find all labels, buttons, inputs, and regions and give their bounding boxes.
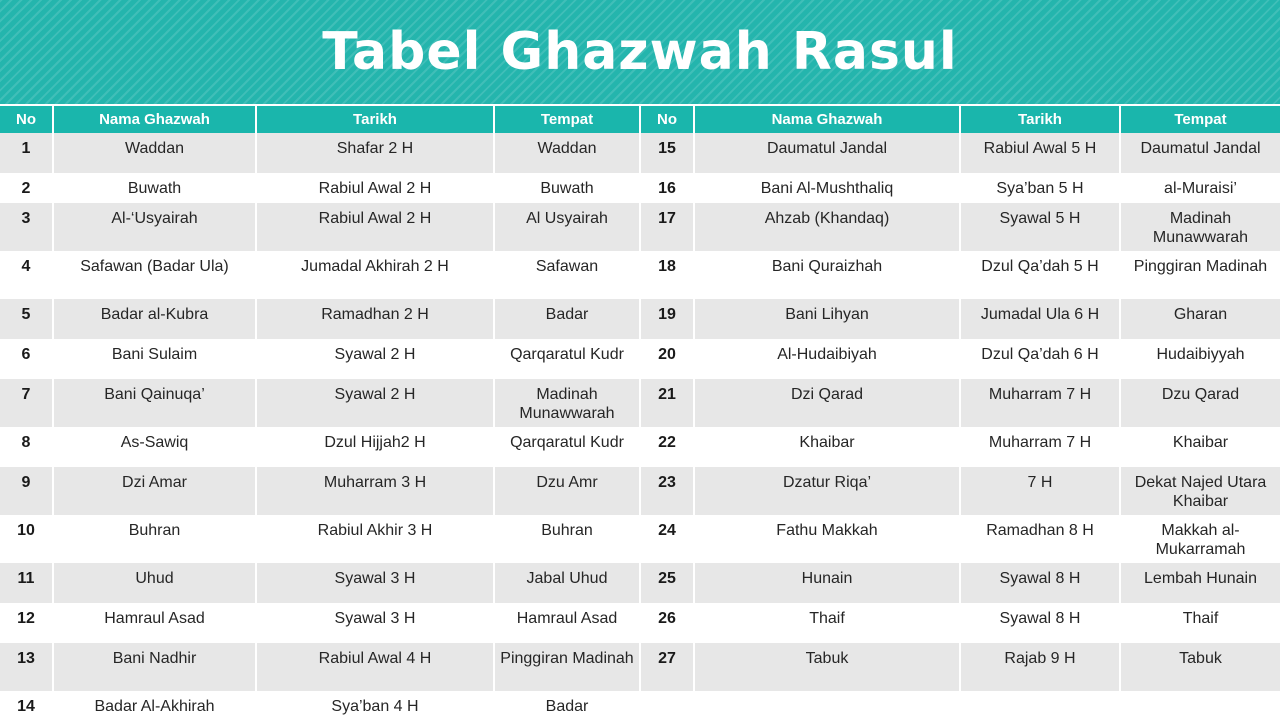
cell-no: 3 bbox=[0, 203, 53, 251]
ghazwah-table bbox=[0, 106, 1280, 721]
cell-no: 2 bbox=[0, 173, 53, 203]
cell-tarikh: Rabiul Awal 2 H bbox=[256, 203, 494, 251]
table-row bbox=[0, 563, 1280, 603]
cell-no: 14 bbox=[0, 691, 53, 721]
cell-no: 17 bbox=[640, 203, 694, 251]
cell-no: 15 bbox=[640, 133, 694, 173]
header-nama-ghazwah-right: Nama Ghazwah bbox=[694, 106, 960, 133]
cell-tempat: Qarqaratul Kudr bbox=[494, 427, 640, 467]
cell-tempat: Gharan bbox=[1120, 299, 1280, 339]
table-row bbox=[0, 133, 1280, 173]
cell-tempat: Daumatul Jandal bbox=[1120, 133, 1280, 173]
cell-tarikh: Muharram 7 H bbox=[960, 427, 1120, 467]
cell-nama: Bani Lihyan bbox=[694, 299, 960, 339]
page-title: Tabel Ghazwah Rasul bbox=[322, 22, 958, 82]
cell-no: 23 bbox=[640, 467, 694, 515]
cell-no: 11 bbox=[0, 563, 53, 603]
cell-nama: Badar al-Kubra bbox=[53, 299, 256, 339]
cell-nama: Bani Quraizhah bbox=[694, 251, 960, 299]
cell-no: 8 bbox=[0, 427, 53, 467]
cell-tarikh: Shafar 2 H bbox=[256, 133, 494, 173]
cell-tempat: Buhran bbox=[494, 515, 640, 563]
cell-tempat: Madinah Munawwarah bbox=[1120, 203, 1280, 251]
cell-tempat: Dzu Qarad bbox=[1120, 379, 1280, 427]
cell-nama: Bani Qainuqa’ bbox=[53, 379, 256, 427]
cell-tempat: Buwath bbox=[494, 173, 640, 203]
cell-nama: Waddan bbox=[53, 133, 256, 173]
cell-tempat: Khaibar bbox=[1120, 427, 1280, 467]
cell-tarikh: Syawal 5 H bbox=[960, 203, 1120, 251]
cell-nama: Badar Al-Akhirah bbox=[53, 691, 256, 721]
header-tarikh: Tarikh bbox=[256, 106, 494, 133]
cell-tempat: Hudaibiyyah bbox=[1120, 339, 1280, 379]
cell-tempat: Thaif bbox=[1120, 603, 1280, 643]
cell-tarikh: Jumadal Akhirah 2 H bbox=[256, 251, 494, 299]
cell-nama: Daumatul Jandal bbox=[694, 133, 960, 173]
cell-tempat: Qarqaratul Kudr bbox=[494, 339, 640, 379]
cell-tempat: Badar bbox=[494, 691, 640, 721]
empty-cell bbox=[1120, 691, 1280, 721]
table-row bbox=[0, 203, 1280, 251]
cell-nama: As-Sawiq bbox=[53, 427, 256, 467]
cell-tarikh: Sya’ban 5 H bbox=[960, 173, 1120, 203]
cell-no: 6 bbox=[0, 339, 53, 379]
cell-no: 22 bbox=[640, 427, 694, 467]
table-row bbox=[0, 379, 1280, 427]
cell-nama: Safawan (Badar Ula) bbox=[53, 251, 256, 299]
cell-tempat: Tabuk bbox=[1120, 643, 1280, 691]
cell-no: 25 bbox=[640, 563, 694, 603]
cell-tempat: Safawan bbox=[494, 251, 640, 299]
cell-nama: Fathu Makkah bbox=[694, 515, 960, 563]
cell-tarikh: Ramadhan 8 H bbox=[960, 515, 1120, 563]
cell-nama: Thaif bbox=[694, 603, 960, 643]
cell-nama: Dzi Amar bbox=[53, 467, 256, 515]
cell-tempat: al-Muraisi’ bbox=[1120, 173, 1280, 203]
cell-no: 1 bbox=[0, 133, 53, 173]
cell-nama: Uhud bbox=[53, 563, 256, 603]
cell-tarikh: 7 H bbox=[960, 467, 1120, 515]
cell-nama: Khaibar bbox=[694, 427, 960, 467]
header-tarikh-right: Tarikh bbox=[960, 106, 1120, 133]
cell-tempat: Pinggiran Madinah bbox=[1120, 251, 1280, 299]
cell-tarikh: Syawal 8 H bbox=[960, 563, 1120, 603]
cell-tarikh: Syawal 2 H bbox=[256, 339, 494, 379]
table-header-row bbox=[0, 106, 1280, 133]
cell-nama: Hunain bbox=[694, 563, 960, 603]
header-no: No bbox=[0, 106, 53, 133]
cell-tarikh: Sya’ban 4 H bbox=[256, 691, 494, 721]
cell-no: 24 bbox=[640, 515, 694, 563]
cell-tempat: Al Usyairah bbox=[494, 203, 640, 251]
cell-tarikh: Syawal 3 H bbox=[256, 563, 494, 603]
cell-tarikh: Ramadhan 2 H bbox=[256, 299, 494, 339]
cell-nama: Bani Nadhir bbox=[53, 643, 256, 691]
table-row bbox=[0, 515, 1280, 563]
cell-tempat: Jabal Uhud bbox=[494, 563, 640, 603]
title-banner bbox=[0, 0, 1280, 104]
cell-nama: Dzatur Riqa’ bbox=[694, 467, 960, 515]
cell-tarikh: Dzul Qa’dah 5 H bbox=[960, 251, 1120, 299]
cell-tarikh: Rabiul Akhir 3 H bbox=[256, 515, 494, 563]
cell-no: 10 bbox=[0, 515, 53, 563]
cell-nama: Buwath bbox=[53, 173, 256, 203]
table-row bbox=[0, 339, 1280, 379]
cell-nama: Bani Al-Mushthaliq bbox=[694, 173, 960, 203]
cell-tarikh: Muharram 3 H bbox=[256, 467, 494, 515]
cell-nama: Al-Hudaibiyah bbox=[694, 339, 960, 379]
cell-tarikh: Syawal 8 H bbox=[960, 603, 1120, 643]
cell-nama: Buhran bbox=[53, 515, 256, 563]
cell-tarikh: Dzul Hijjah2 H bbox=[256, 427, 494, 467]
cell-tempat: Waddan bbox=[494, 133, 640, 173]
cell-tempat: Hamraul Asad bbox=[494, 603, 640, 643]
table-row bbox=[0, 173, 1280, 203]
cell-tempat: Pinggiran Madinah bbox=[494, 643, 640, 691]
header-tempat: Tempat bbox=[494, 106, 640, 133]
cell-tarikh: Jumadal Ula 6 H bbox=[960, 299, 1120, 339]
cell-no: 16 bbox=[640, 173, 694, 203]
cell-nama: Al-‘Usyairah bbox=[53, 203, 256, 251]
cell-no: 19 bbox=[640, 299, 694, 339]
cell-nama: Dzi Qarad bbox=[694, 379, 960, 427]
cell-tarikh: Syawal 2 H bbox=[256, 379, 494, 427]
table-row bbox=[0, 691, 1280, 721]
cell-no: 12 bbox=[0, 603, 53, 643]
cell-tempat: Lembah Hunain bbox=[1120, 563, 1280, 603]
empty-cell bbox=[694, 691, 960, 721]
cell-tarikh: Rajab 9 H bbox=[960, 643, 1120, 691]
cell-no: 20 bbox=[640, 339, 694, 379]
cell-tempat: Madinah Munawwarah bbox=[494, 379, 640, 427]
cell-tarikh: Syawal 3 H bbox=[256, 603, 494, 643]
empty-cell bbox=[960, 691, 1120, 721]
cell-no: 5 bbox=[0, 299, 53, 339]
cell-tarikh: Rabiul Awal 2 H bbox=[256, 173, 494, 203]
cell-nama: Hamraul Asad bbox=[53, 603, 256, 643]
cell-nama: Tabuk bbox=[694, 643, 960, 691]
table-row bbox=[0, 603, 1280, 643]
cell-no: 27 bbox=[640, 643, 694, 691]
cell-tarikh: Muharram 7 H bbox=[960, 379, 1120, 427]
cell-nama: Ahzab (Khandaq) bbox=[694, 203, 960, 251]
cell-no: 26 bbox=[640, 603, 694, 643]
table-row bbox=[0, 427, 1280, 467]
cell-tarikh: Rabiul Awal 4 H bbox=[256, 643, 494, 691]
cell-tempat: Dekat Najed Utara Khaibar bbox=[1120, 467, 1280, 515]
header-no-right: No bbox=[640, 106, 694, 133]
table-row bbox=[0, 299, 1280, 339]
cell-nama: Bani Sulaim bbox=[53, 339, 256, 379]
cell-tempat: Dzu Amr bbox=[494, 467, 640, 515]
cell-tempat: Makkah al-Mukarramah bbox=[1120, 515, 1280, 563]
cell-no: 7 bbox=[0, 379, 53, 427]
cell-no: 4 bbox=[0, 251, 53, 299]
table-row bbox=[0, 467, 1280, 515]
header-tempat-right: Tempat bbox=[1120, 106, 1280, 133]
table-row bbox=[0, 643, 1280, 691]
header-nama-ghazwah: Nama Ghazwah bbox=[53, 106, 256, 133]
empty-cell bbox=[640, 691, 694, 721]
cell-tarikh: Dzul Qa’dah 6 H bbox=[960, 339, 1120, 379]
table-row bbox=[0, 251, 1280, 299]
cell-tempat: Badar bbox=[494, 299, 640, 339]
cell-tarikh: Rabiul Awal 5 H bbox=[960, 133, 1120, 173]
cell-no: 18 bbox=[640, 251, 694, 299]
cell-no: 9 bbox=[0, 467, 53, 515]
cell-no: 13 bbox=[0, 643, 53, 691]
cell-no: 21 bbox=[640, 379, 694, 427]
